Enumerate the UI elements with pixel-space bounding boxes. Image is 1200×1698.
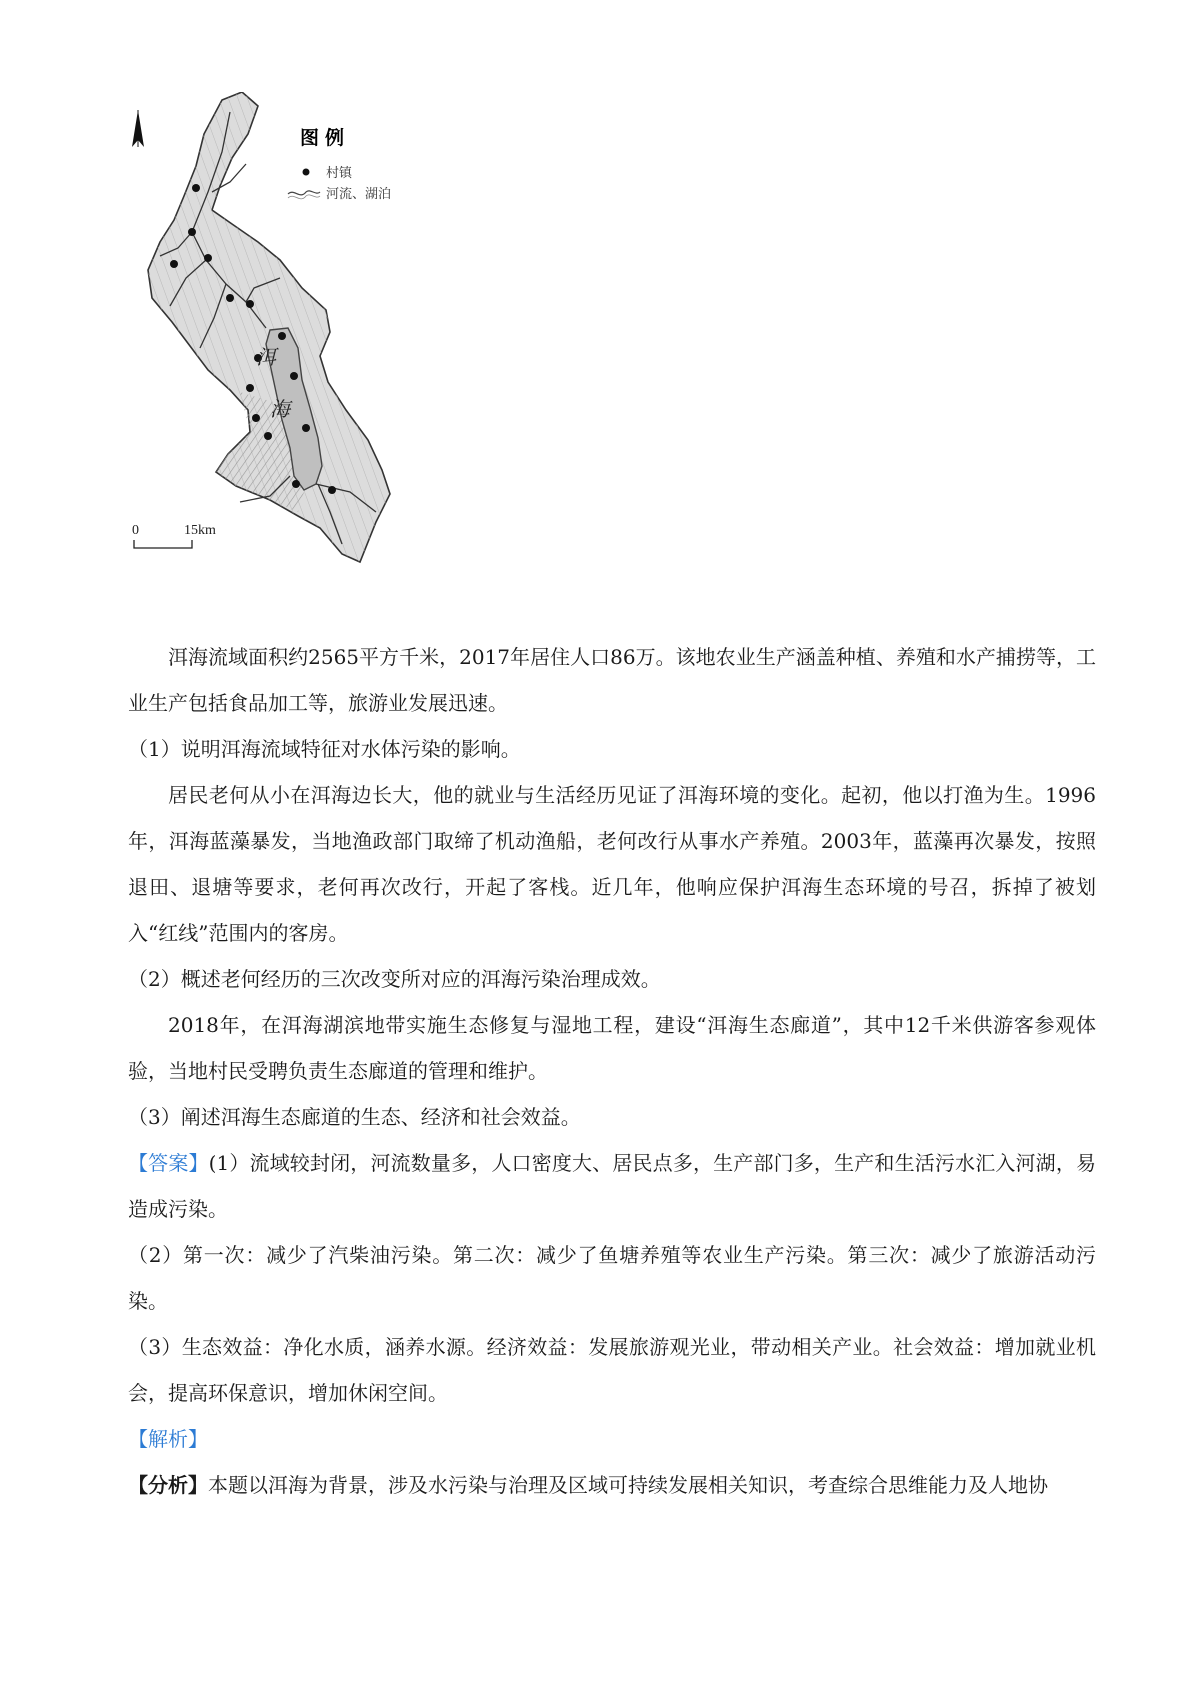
answer-3: （3）生态效益：净化水质，涵养水源。经济效益：发展旅游观光业，带动相关产业。社会效益：增加就业机会，提高环保意识，增加休闲空间。 (128, 1335, 1096, 1405)
answer-1-text: (1）流域较封闭，河流数量多，人口密度大、居民点多，生产部门多，生产和生活污水汇入河湖，易造成污染。 (128, 1151, 1097, 1221)
lake-label-er: 洱 (256, 345, 276, 369)
legend-title: 图例 (300, 127, 351, 149)
fenxi-label: 【分析】 (128, 1473, 208, 1497)
map-legend (288, 126, 391, 202)
intro-paragraph: 洱海流域面积约2565平方千米，2017年居住人口86万。该地农业生产涵盖种植、养殖和水产捕捞等，工业生产包括食品加工等，旅游业发展迅速。 (128, 645, 1096, 715)
north-arrow-icon (132, 110, 144, 147)
basin-area (148, 92, 390, 562)
scale-end: 15km (184, 523, 216, 538)
corridor-paragraph: 2018年，在洱海湖滨地带实施生态修复与湿地工程，建设“洱海生态廊道”，其中12千米供游客参观体验，当地村民受聘负责生态廊道的管理和维护。 (128, 1013, 1096, 1083)
lake-label-hai: 海 (270, 397, 290, 421)
question-2: （2）概述老何经历的三次改变所对应的洱海污染治理成效。 (128, 967, 661, 991)
analysis-paragraph (128, 1462, 1096, 1508)
answer-2: （2）第一次：减少了汽柴油污染。第二次：减少了鱼塘养殖等农业生产污染。第三次：减少了旅游活动污染。 (128, 1243, 1096, 1313)
river-lake-icon (288, 191, 320, 195)
legend-label-village: 村镇 (326, 166, 353, 181)
question-body (128, 634, 1096, 1508)
erhai-basin-map (130, 92, 430, 612)
village-dot-icon (303, 169, 310, 176)
question-1: （1）说明洱海流域特征对水体污染的影响。 (128, 737, 521, 761)
scale-bar (132, 523, 216, 548)
answer-1 (128, 1140, 1096, 1232)
legend-label-river-lake: 河流、湖泊 (326, 187, 392, 202)
question-3: （3）阐述洱海生态廊道的生态、经济和社会效益。 (128, 1105, 581, 1129)
fenxi-text: 本题以洱海为背景，涉及水污染与治理及区域可持续发展相关知识，考查综合思维能力及人地协 (208, 1473, 1048, 1497)
answer-label: 【答案】 (128, 1151, 209, 1175)
analysis-label: 【解析】 (128, 1427, 208, 1451)
story-paragraph: 居民老何从小在洱海边长大，他的就业与生活经历见证了洱海环境的变化。起初，他以打渔为生。1996年，洱海蓝藻暴发，当地渔政部门取缔了机动渔船，老何改行从事水产养殖。2003年，蓝藻再次暴发，按照退田、退塘等要求，老何再次改行，开起了客栈。近几年，他响应保护洱海生态环境的号召，拆掉了被划入“红线”范围内的客房。 (128, 783, 1096, 945)
scale-start: 0 (132, 523, 139, 538)
